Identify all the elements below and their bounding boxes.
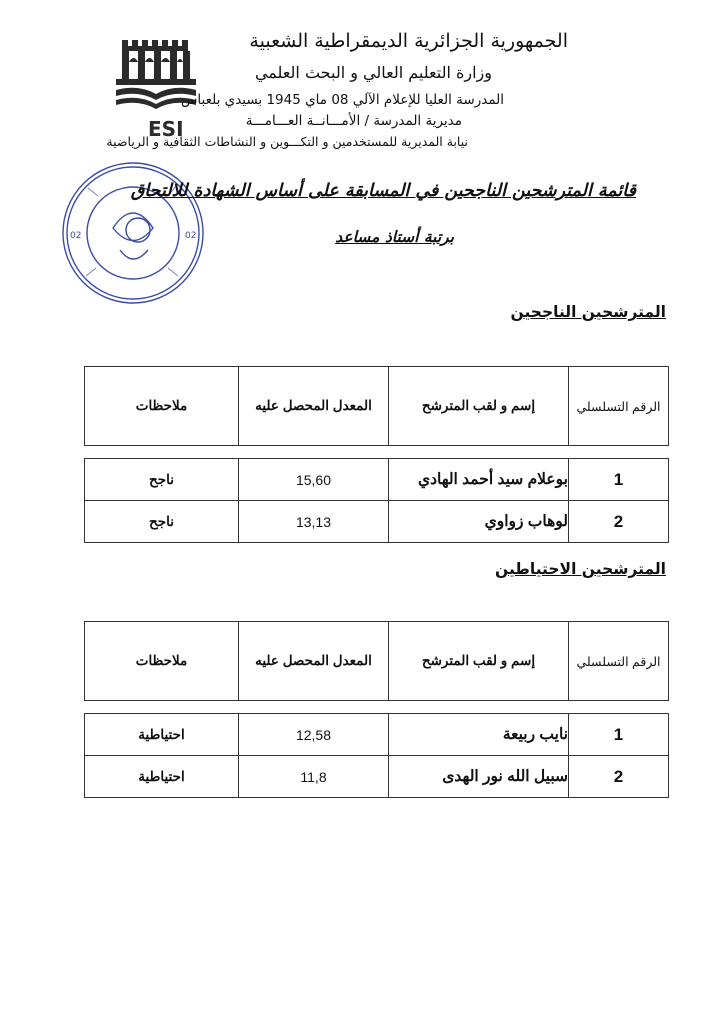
successful-heading: المترشحين الناجحين — [510, 303, 666, 321]
table-header-row — [85, 622, 669, 701]
average-cell: 13,13 — [239, 501, 389, 543]
candidate-name-cell: لوهاب زواوي — [389, 501, 569, 543]
serial-cell: 2 — [569, 756, 669, 798]
table-row — [85, 459, 669, 501]
candidate-name-cell: بوعلام سيد أحمد الهادي — [389, 459, 569, 501]
column-header-average: المعدل المحصل عليه — [239, 367, 389, 446]
table-header-row — [85, 367, 669, 446]
candidate-name-cell: نايب ربيعة — [389, 714, 569, 756]
note-cell: احتياطية — [85, 756, 239, 798]
sub-directorate-line: نيابة المديرية للمستخدمين و التكـــوين و النشاطات الثقافية و الرياضية — [106, 134, 468, 149]
column-header-notes: ملاحظات — [85, 622, 239, 701]
average-cell: 15,60 — [239, 459, 389, 501]
column-header-serial: الرقم التسلسلي — [569, 367, 669, 446]
table-row — [85, 714, 669, 756]
reserve-table — [84, 621, 669, 798]
serial-cell: 2 — [569, 501, 669, 543]
column-header-notes: ملاحظات — [85, 367, 239, 446]
column-header-serial: الرقم التسلسلي — [569, 622, 669, 701]
directorate-line: مديرية المدرسة / الأمـــانــة العـــامـــة — [245, 113, 462, 129]
stamp-number-right: 02 — [185, 231, 197, 241]
note-cell: ناجح — [85, 501, 239, 543]
reserve-heading: المترشحين الاحتياطين — [495, 560, 666, 578]
note-cell: احتياطية — [85, 714, 239, 756]
serial-cell: 1 — [569, 714, 669, 756]
table-row — [85, 501, 669, 543]
candidate-name-cell: سبيل الله نور الهدى — [389, 756, 569, 798]
column-header-name: إسم و لقب المترشح — [389, 367, 569, 446]
stamp-number-left: 02 — [70, 231, 82, 241]
table-row — [85, 756, 669, 798]
logo-text: ESI — [148, 117, 184, 141]
column-header-name: إسم و لقب المترشح — [389, 622, 569, 701]
document-subtitle: برتبة أستاذ مساعد — [335, 228, 454, 246]
column-header-average: المعدل المحصل عليه — [239, 622, 389, 701]
note-cell: ناجح — [85, 459, 239, 501]
document-title: قائمة المترشحين الناجحين في المسابقة على أساس الشهادة للالتحاق — [130, 181, 636, 201]
average-cell: 11,8 — [239, 756, 389, 798]
serial-cell: 1 — [569, 459, 669, 501]
ministry-title: وزارة التعليم العالي و البحث العلمي — [254, 63, 492, 82]
republic-title: الجمهورية الجزائرية الديمقراطية الشعبية — [249, 30, 568, 52]
successful-table — [84, 366, 669, 543]
average-cell: 12,58 — [239, 714, 389, 756]
school-name: المدرسة العليا للإعلام الآلي 08 ماي 1945 بسيدي بلعباس — [180, 92, 504, 108]
school-logo — [108, 32, 208, 142]
